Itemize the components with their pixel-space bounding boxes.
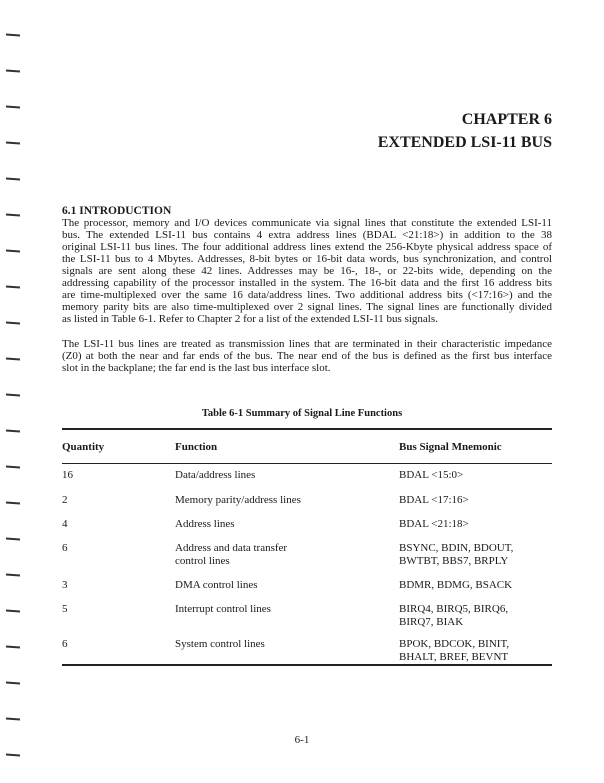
cell-mnemonic <box>399 638 509 663</box>
mnemonic-line: BIRQ4, BIRQ5, BIRQ6, <box>399 603 509 615</box>
mnemonic-line: BWTBT, BBS7, BRPLY <box>399 554 509 567</box>
binding-mark <box>6 394 20 397</box>
function-line: System control lines <box>175 638 265 650</box>
cell-mnemonic <box>399 542 513 567</box>
mnemonic-line: BHALT, BREF, BEVNT <box>399 650 509 663</box>
cell-mnemonic <box>399 579 512 592</box>
binding-mark <box>6 430 20 433</box>
mnemonic-line: BIRQ7, BIAK <box>399 615 464 628</box>
cell-mnemonic <box>399 469 463 482</box>
function-line: Interrupt control lines <box>175 603 271 615</box>
mnemonic-line: BPOK, BDCOK, BINIT, <box>399 638 510 650</box>
binding-mark <box>6 358 20 361</box>
text-line: signals are sent along these 42 lines. Addresses may be 16-, 18-, or 22-bits wide, depending on the <box>62 265 552 277</box>
text-line: addressing capability of the processor installed in the system. The 16-bit data and the first 16 address bits <box>62 277 552 289</box>
mnemonic-line: BDAL <17:16> <box>399 494 469 506</box>
binding-mark <box>6 286 20 289</box>
text-line: original LSI-11 bus lines. The four additional address lines extend the 256-Kbyte physical address space of <box>62 241 552 253</box>
cell-quantity: 2 <box>62 494 68 506</box>
intro-paragraph <box>62 217 552 325</box>
cell-function <box>175 494 301 507</box>
table-header-rule <box>62 463 552 464</box>
mnemonic-line: BDAL <15:0> <box>399 469 464 481</box>
cell-mnemonic <box>399 494 469 507</box>
cell-quantity: 3 <box>62 579 68 591</box>
cell-quantity: 16 <box>62 469 73 481</box>
text-line: memory parity bits are also time-multiplexed over 2 signal lines. The signal lines are functionally divided <box>62 301 552 313</box>
cell-quantity: 6 <box>62 638 68 650</box>
binding-mark <box>6 646 20 649</box>
binding-mark <box>6 574 20 577</box>
cell-mnemonic <box>399 603 508 628</box>
binding-mark <box>6 682 20 685</box>
function-line: Memory parity/address lines <box>175 494 301 506</box>
mnemonic-line: BDAL <21:18> <box>399 518 469 530</box>
text-line: are time-multiplexed over the same 16 data/address lines. Two additional address bits (<17:16>) and the <box>62 289 552 301</box>
cell-function <box>175 603 271 616</box>
binding-mark <box>6 502 20 505</box>
cell-mnemonic <box>399 518 469 531</box>
binding-mark <box>6 106 20 109</box>
binding-mark <box>6 250 20 253</box>
table-top-rule <box>62 428 552 430</box>
function-line: Data/address lines <box>175 469 256 481</box>
function-line: Address and data transfer <box>175 542 288 554</box>
text-line: slot in the backplane; the far end is the last bus interface slot. <box>62 362 331 374</box>
binding-mark <box>6 610 20 613</box>
function-line: control lines <box>175 554 230 567</box>
binding-mark <box>6 178 20 181</box>
binding-mark <box>6 322 20 325</box>
binding-mark <box>6 718 20 721</box>
header-function: Function <box>175 441 218 453</box>
mnemonic-line: BSYNC, BDIN, BDOUT, <box>399 542 514 554</box>
function-line: Address lines <box>175 518 235 530</box>
binding-mark <box>6 214 20 217</box>
text-line: (Z0) at both the near and far ends of the bus. The near end of the bus is defined as the first bus interface <box>62 350 552 362</box>
chapter-title: EXTENDED LSI-11 BUS <box>377 134 552 151</box>
text-line: The processor, memory and I/O devices communicate via signal lines that constitute the extended LSI-11 <box>62 217 552 229</box>
section-heading: 6.1 INTRODUCTION <box>62 205 172 217</box>
cell-quantity: 5 <box>62 603 68 615</box>
cell-function <box>175 579 258 592</box>
cell-quantity: 6 <box>62 542 68 554</box>
binding-mark <box>6 466 20 469</box>
cell-function <box>175 469 255 482</box>
binding-mark <box>6 754 20 757</box>
cell-function <box>175 518 235 531</box>
cell-function <box>175 542 287 567</box>
binding-mark <box>6 142 20 145</box>
table-title: Table 6-1 Summary of Signal Line Functions <box>201 408 403 419</box>
cell-quantity: 4 <box>62 518 68 530</box>
binding-mark <box>6 34 20 37</box>
header-mnemonic: Bus Signal Mnemonic <box>399 441 502 453</box>
text-line: as listed in Table 6-1. Refer to Chapter 2 for a list of the extended LSI-11 bus signals. <box>62 313 438 325</box>
table-bottom-rule <box>62 664 552 666</box>
chapter-number: CHAPTER 6 <box>461 111 552 128</box>
binding-mark <box>6 70 20 73</box>
mnemonic-line: BDMR, BDMG, BSACK <box>399 579 513 591</box>
transmission-paragraph <box>62 338 552 374</box>
function-line: DMA control lines <box>175 579 258 591</box>
cell-function <box>175 638 265 651</box>
binding-mark <box>6 538 20 541</box>
text-line: bus. The extended LSI-11 bus contains 4 extra address lines (BDAL <21:18>) in addition to the 38 <box>62 229 552 241</box>
text-line: the LSI-11 bus to 4 Mbytes. Addresses, 8-bit bytes or 16-bit data words, bus synchronization, and control <box>62 253 552 265</box>
header-quantity: Quantity <box>62 441 105 453</box>
page-number: 6-1 <box>294 734 310 746</box>
text-line: The LSI-11 bus lines are treated as transmission lines that are terminated in their characteristic impedance <box>62 338 552 350</box>
